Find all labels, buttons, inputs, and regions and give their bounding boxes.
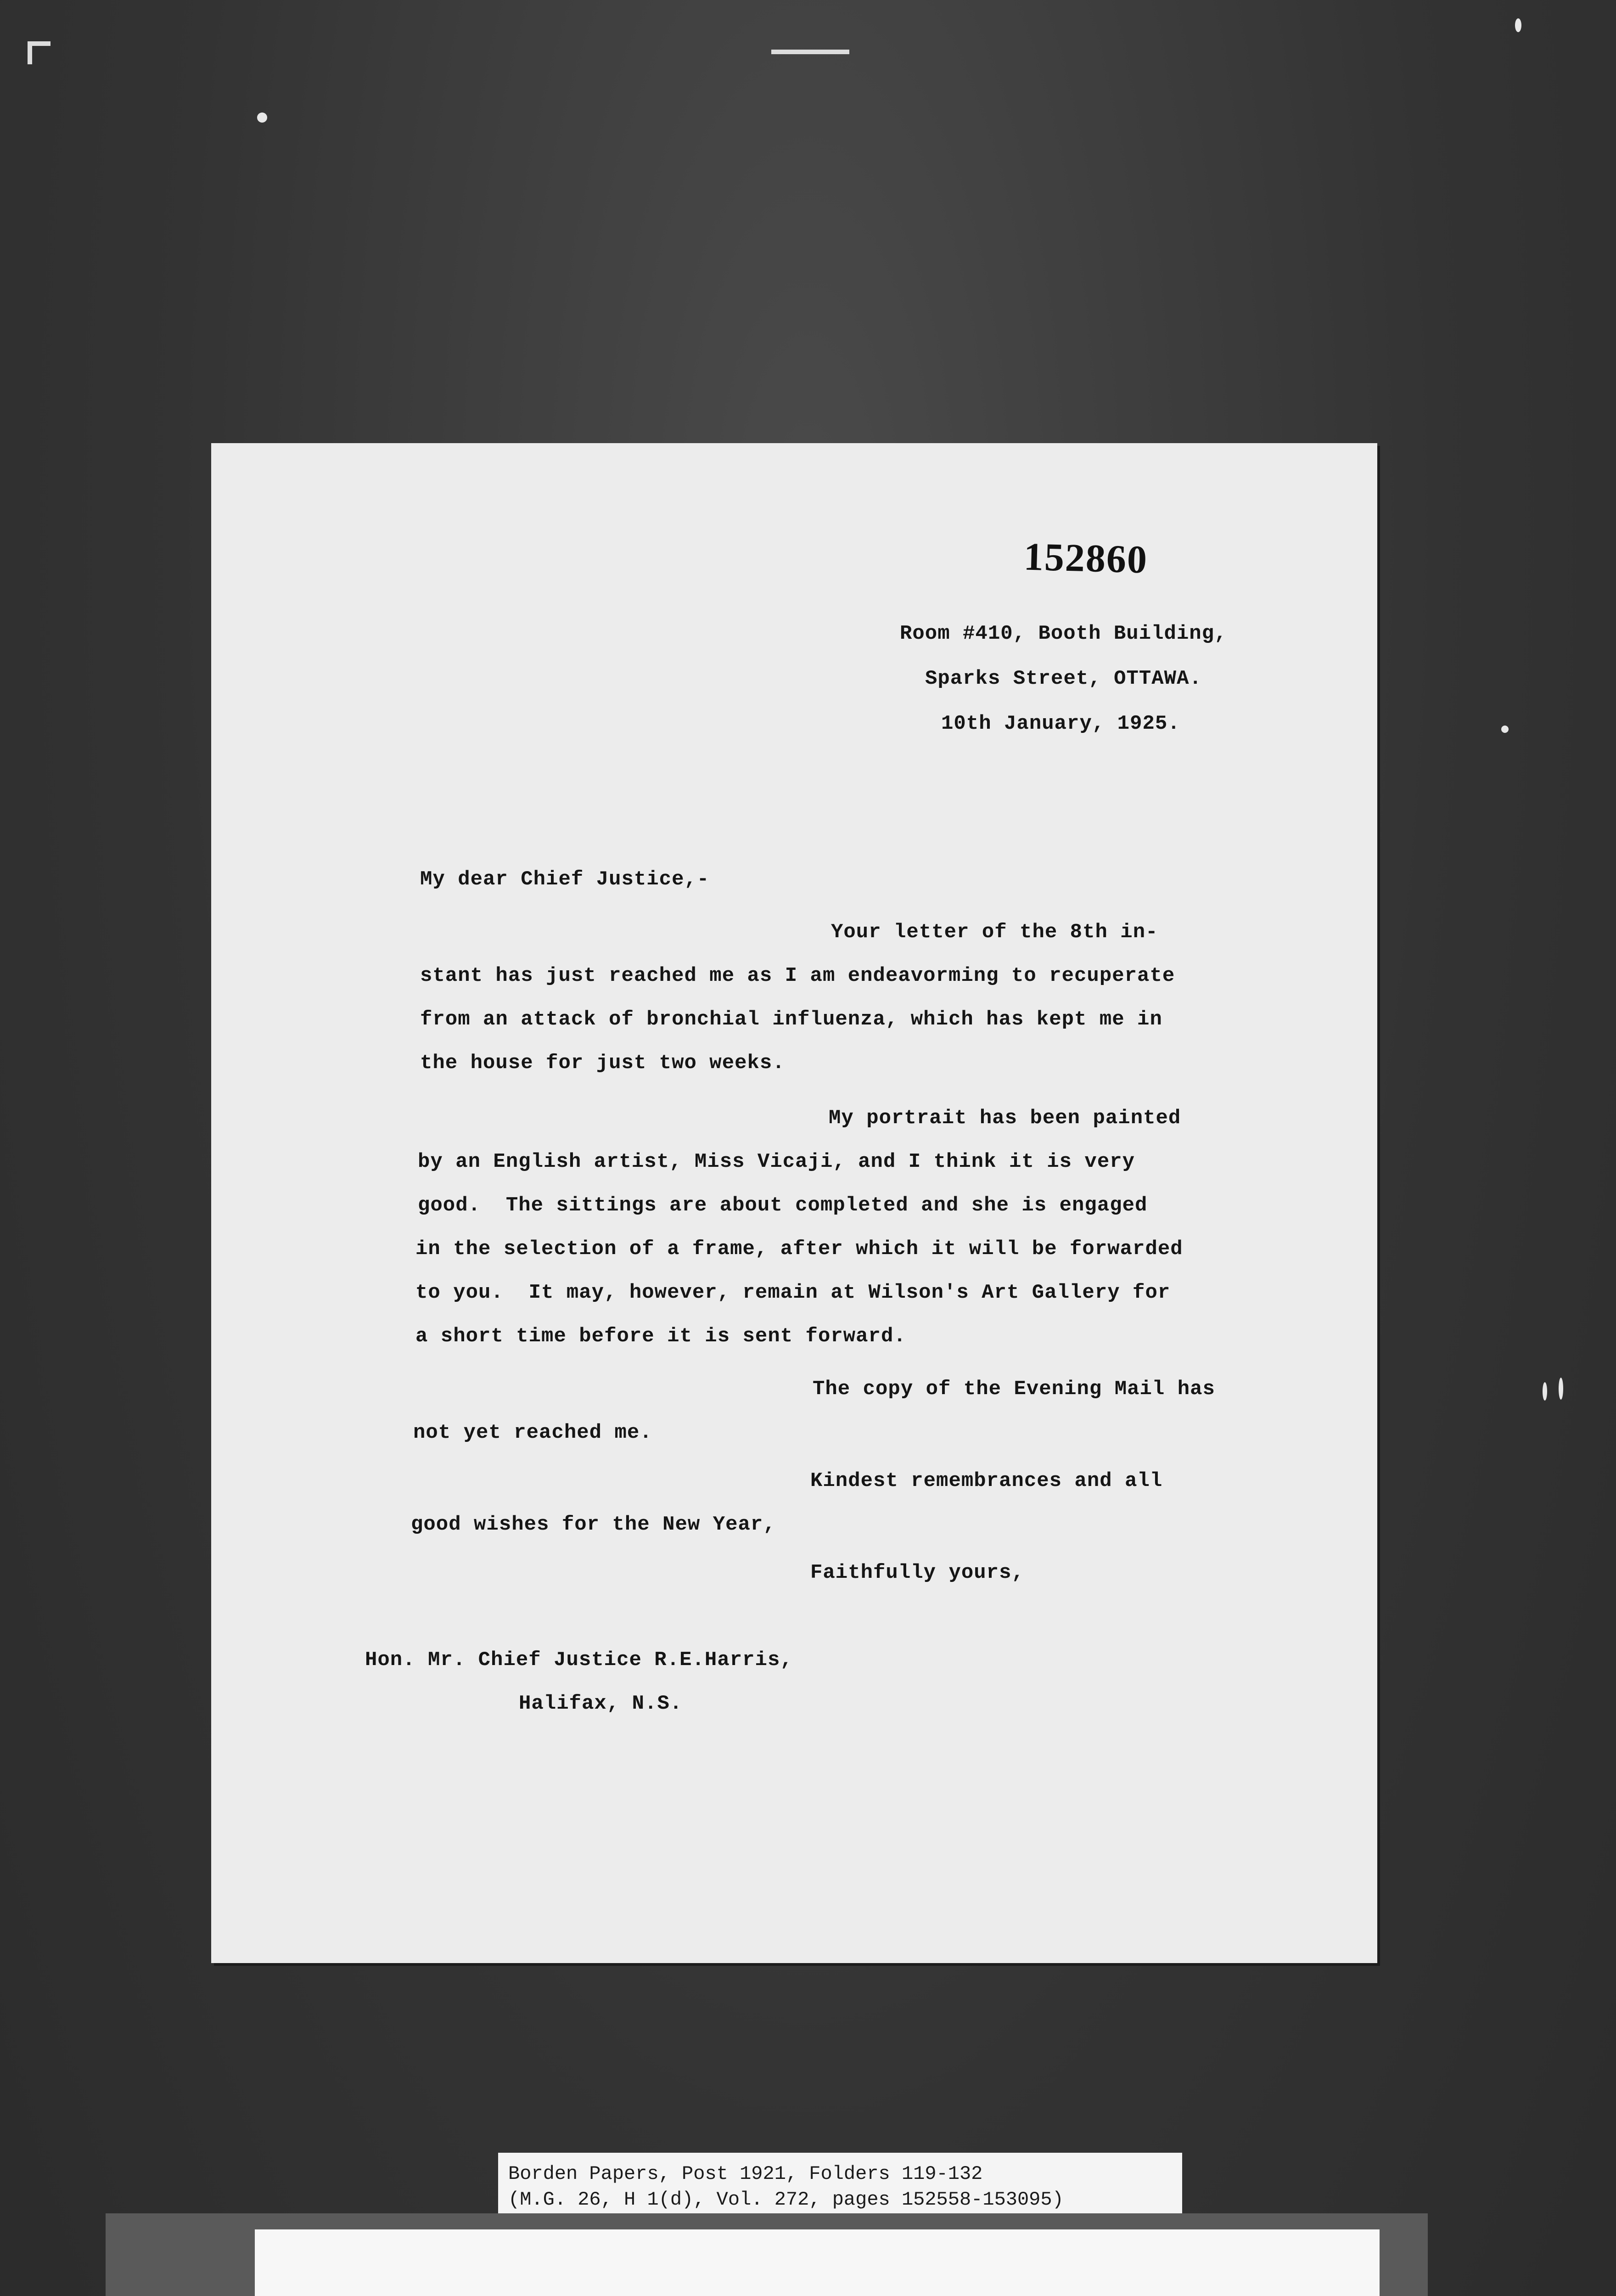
body-line: The copy of the Evening Mail has (813, 1378, 1215, 1401)
body-line: Your letter of the 8th in- (831, 921, 1158, 944)
reference-line: (M.G. 26, H 1(d), Vol. 272, pages 152558-153095) (508, 2189, 1064, 2211)
film-speckle (1543, 1382, 1547, 1401)
body-line: the house for just two weeks. (420, 1052, 785, 1075)
body-line: from an attack of bronchial influenza, which has kept me in (420, 1008, 1162, 1031)
body-line: stant has just reached me as I am endeavorming to recuperate (420, 964, 1175, 987)
recipient-line: Hon. Mr. Chief Justice R.E.Harris, (365, 1649, 793, 1671)
body-line: to you. It may, however, remain at Wilson's Art Gallery for (415, 1281, 1171, 1304)
recipient-line: Halifax, N.S. (519, 1692, 683, 1715)
address-line: Room #410, Booth Building, (900, 622, 1227, 645)
archive-placard (255, 2229, 1380, 2296)
closing: Faithfully yours, (810, 1561, 1024, 1584)
body-line: good wishes for the New Year, (411, 1513, 776, 1536)
salutation: My dear Chief Justice,- (420, 868, 710, 891)
body-line: in the selection of a frame, after which it will be forwarded (415, 1238, 1183, 1261)
body-line: a short time before it is sent forward. (415, 1325, 906, 1348)
film-speckle (1515, 18, 1521, 32)
film-speckle (1559, 1378, 1563, 1400)
body-line: by an English artist, Miss Vicaji, and I think it is very (418, 1150, 1135, 1173)
typed-letter (211, 443, 1377, 1963)
document-number: 152860 (1023, 534, 1149, 582)
reference-line: Borden Papers, Post 1921, Folders 119-132 (508, 2163, 983, 2185)
body-line: My portrait has been painted (829, 1107, 1181, 1130)
address-line: Sparks Street, OTTAWA. (925, 667, 1202, 690)
film-top-mark (771, 50, 849, 54)
body-line: good. The sittings are about completed and she is engaged (418, 1194, 1148, 1217)
film-speckle (1501, 726, 1509, 733)
body-line: Kindest remembrances and all (810, 1469, 1163, 1492)
body-line: not yet reached me. (413, 1421, 652, 1444)
film-corner-mark (28, 41, 50, 64)
film-speckle (257, 113, 267, 123)
date-line: 10th January, 1925. (941, 712, 1180, 735)
